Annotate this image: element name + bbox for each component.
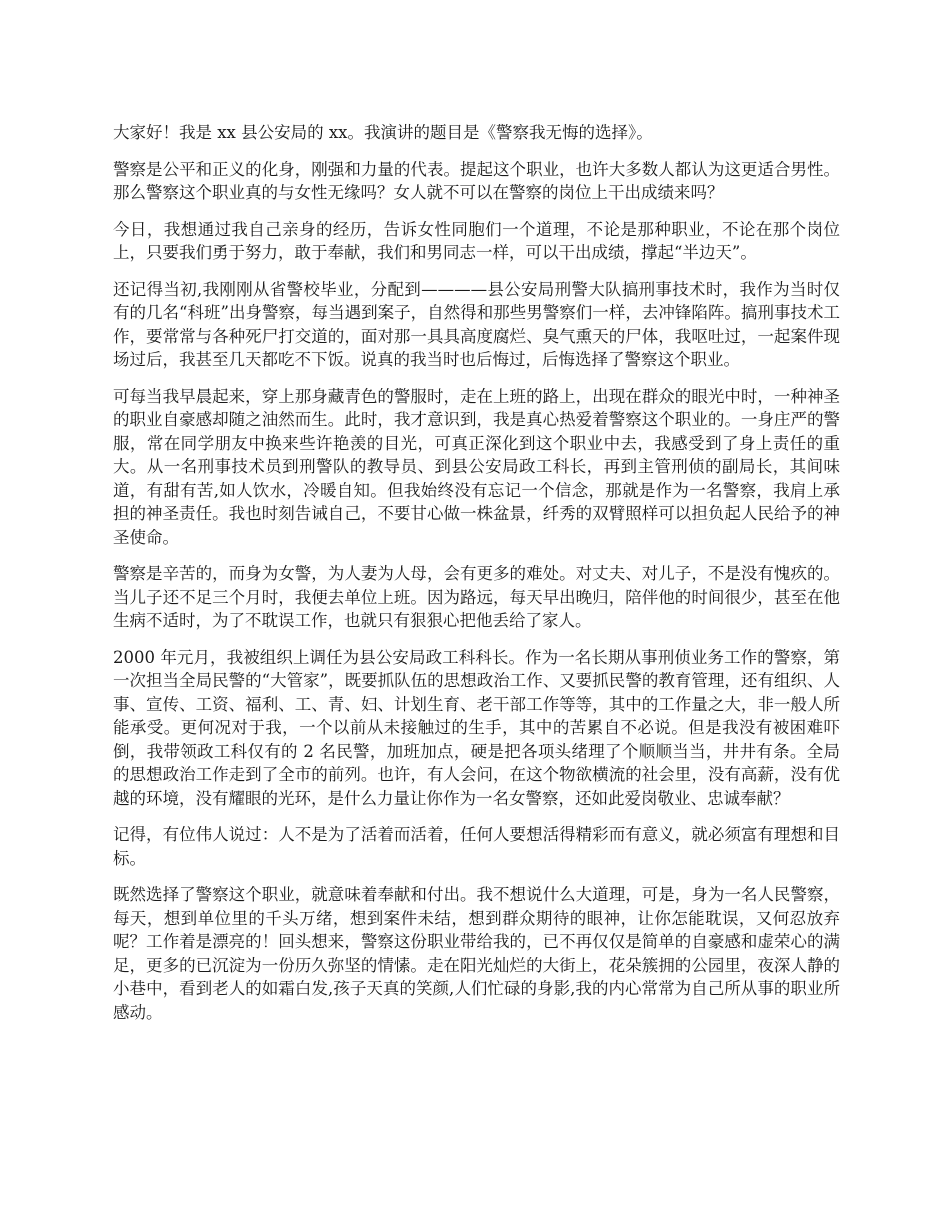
paragraph-conclusion: 既然选择了警察这个职业，就意味着奉献和付出。我不想说什么大道理，可是，身为一名人民警察，每天，想到单位里的千头万绪，想到案件未结，想到群众期待的眼神，让你怎能耽误，又何忍放弃呢？工作着是漂亮的！回头想来，警察这份职业带给我的，已不再仅仅是简单的自豪感和虚荣心的满足，更多的已沉淀为一份历久弥坚的情愫。走在阳光灿烂的大街上，花朵簇拥的公园里，夜深人静的小巷中，看到老人的如霜白发,孩子天真的笑颜,人们忙碌的身影,我的内心常常为自己所从事的职业所感动。 bbox=[113, 885, 840, 1022]
paragraph-early-career: 还记得当初,我刚刚从省警校毕业，分配到————县公安局刑警大队搞刑事技术时，我作为当时仅有的几名“科班”出身警察，每当遇到案子，自然得和那些男警察们一样，去冲锋陷阵。搞刑事技术工作，要常常与各种死尸打交道的，面对那一具具高度腐烂、臭气熏天的尸体，我呕吐过，一起案件现场过后，我甚至几天都吃不下饭。说真的我当时也后悔过，后悔选择了警察这个职业。 bbox=[113, 279, 840, 369]
paragraph-pride: 可每当我早晨起来，穿上那身藏青色的警服时，走在上班的路上，出现在群众的眼光中时，一种神圣的职业自豪感却随之油然而生。此时，我才意识到，我是真心热爱着警察这个职业的。一身庄严的警服，常在同学朋友中换来些许艳羡的目光，可真正深化到这个职业中去，我感受到了身上责任的重大。从一名刑事技术员到刑警队的教导员、到县公安局政工科长，再到主管刑侦的副局长，其间味道，有甜有苦,如人饮水，冷暖自知。但我始终没有忘记一个信念，那就是作为一名警察，我肩上承担的神圣责任。我也时刻告诫自己，不要甘心做一株盆景，纤秀的双臂照样可以担负起人民给予的神圣使命。 bbox=[113, 386, 840, 547]
paragraph-family: 警察是辛苦的，而身为女警，为人妻为人母，会有更多的难处。对丈夫、对儿子，不是没有愧疚的。当儿子还不足三个月时，我便去单位上班。因为路远，每天早出晚归，陪伴他的时间很少，甚至在他生病不适时，为了不耽误工作，也就只有狠狠心把他丢给了家人。 bbox=[113, 564, 840, 630]
paragraph-intro: 警察是公平和正义的化身，刚强和力量的代表。提起这个职业，也许大多数人都认为这更适合男性。那么警察这个职业真的与女性无缘吗？女人就不可以在警察的岗位上干出成绩来吗？ bbox=[113, 159, 840, 202]
paragraph-greeting: 大家好！我是 xx 县公安局的 xx。我演讲的题目是《警察我无悔的选择》。 bbox=[113, 123, 653, 142]
paragraph-purpose: 今日，我想通过我自己亲身的经历，告诉女性同胞们一个道理，不论是那种职业，不论在那个岗位上，只要我们勇于努力，敢于奉献，我们和男同志一样，可以干出成绩，撑起“半边天”。 bbox=[113, 219, 840, 262]
paragraph-quote: 记得，有位伟人说过：人不是为了活着而活着，任何人要想活得精彩而有意义，就必须富有理想和目标。 bbox=[113, 825, 840, 868]
document-body bbox=[113, 121, 840, 1037]
paragraph-promotion: 2000 年元月，我被组织上调任为县公安局政工科科长。作为一名长期从事刑侦业务工作的警察，第一次担当全局民警的“大管家”，既要抓队伍的思想政治工作、又要抓民警的教育管理，还有组织、人事、宣传、工资、福利、工、青、妇、计划生育、老干部工作等等，其中的工作量之大，非一般人所能承受。更何况对于我，一个以前从未接触过的生手，其中的苦累自不必说。但是我没有被困难吓倒，我带领政工科仅有的 2 名民警，加班加点，硬是把各项头绪理了个顺顺当当，井井有条。全局的思想政治工作走到了全市的前列。也许，有人会问，在这个物欲横流的社会里，没有高薪，没有优越的环境，没有耀眼的光环，是什么力量让你作为一名女警察，还如此爱岗敬业、忠诚奉献？ bbox=[113, 647, 840, 808]
